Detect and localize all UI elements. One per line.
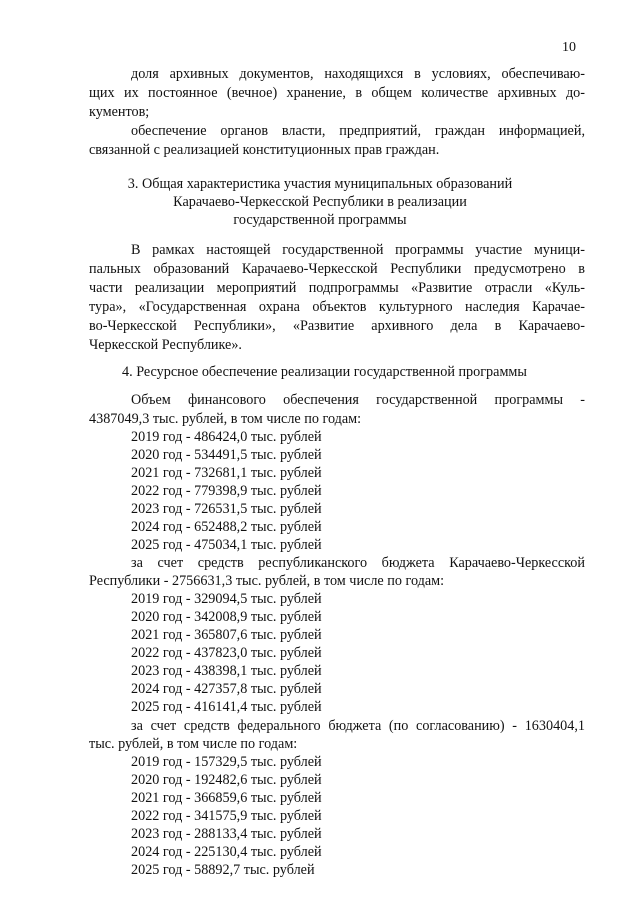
- page-number: 10: [562, 40, 576, 55]
- text-line: В рамках настоящей государственной программы участие муници-: [131, 242, 585, 258]
- text-line: тура», «Государственная охрана объектов культурного наследия Карачае-: [89, 299, 585, 315]
- text-line: доля архивных документов, находящихся в условиях, обеспечиваю-: [131, 66, 585, 82]
- text-line: 4387049,3 тыс. рублей, в том числе по годам:: [89, 411, 362, 427]
- year-line: 2023 год - 726531,5 тыс. рублей: [131, 501, 322, 517]
- text-line: Черкесской Республике».: [89, 337, 242, 353]
- year-line: 2024 год - 225130,4 тыс. рублей: [131, 844, 322, 860]
- section-title: 3. Общая характеристика участия муниципальных образований: [127, 176, 513, 192]
- text-line: связанной с реализацией конституционных прав граждан.: [89, 142, 440, 158]
- text-line: во-Черкесской Республики», «Развитие архивного дела в Карачаево-: [89, 318, 585, 334]
- year-line: 2025 год - 475034,1 тыс. рублей: [131, 537, 322, 553]
- year-line: 2021 год - 365807,6 тыс. рублей: [131, 627, 322, 643]
- year-line: 2022 год - 341575,9 тыс. рублей: [131, 808, 322, 824]
- year-line: 2023 год - 288133,4 тыс. рублей: [131, 826, 322, 842]
- text-line: за счет средств республиканского бюджета Карачаево-Черкесской: [131, 555, 585, 571]
- year-line: 2025 год - 58892,7 тыс. рублей: [131, 862, 315, 878]
- year-line: 2024 год - 427357,8 тыс. рублей: [131, 681, 322, 697]
- text-line: Республики - 2756631,3 тыс. рублей, в том числе по годам:: [89, 573, 445, 589]
- year-line: 2024 год - 652488,2 тыс. рублей: [131, 519, 322, 535]
- year-line: 2019 год - 486424,0 тыс. рублей: [131, 429, 322, 445]
- section-title: Карачаево-Черкесской Республики в реализации: [173, 194, 467, 210]
- year-line: 2020 год - 192482,6 тыс. рублей: [131, 772, 322, 788]
- text-line: пальных образований Карачаево-Черкесской Республики предусмотрено в: [89, 261, 585, 277]
- text-line: части реализации мероприятий подпрограммы «Развитие отрасли «Куль-: [89, 280, 585, 296]
- year-line: 2020 год - 342008,9 тыс. рублей: [131, 609, 322, 625]
- year-line: 2021 год - 732681,1 тыс. рублей: [131, 465, 322, 481]
- text-line: кументов;: [89, 104, 150, 120]
- year-line: 2019 год - 157329,5 тыс. рублей: [131, 754, 322, 770]
- year-line: 2025 год - 416141,4 тыс. рублей: [131, 699, 322, 715]
- year-line: 2022 год - 437823,0 тыс. рублей: [131, 645, 322, 661]
- year-line: 2019 год - 329094,5 тыс. рублей: [131, 591, 322, 607]
- year-line: 2020 год - 534491,5 тыс. рублей: [131, 447, 322, 463]
- text-line: щих их постоянное (вечное) хранение, в общем количестве архивных до-: [89, 85, 585, 101]
- section-title: 4. Ресурсное обеспечение реализации государственной программы: [122, 364, 527, 380]
- text-line: обеспечение органов власти, предприятий, граждан информацией,: [131, 123, 585, 139]
- section-title: государственной программы: [233, 212, 407, 228]
- year-line: 2022 год - 779398,9 тыс. рублей: [131, 483, 322, 499]
- text-line: тыс. рублей, в том числе по годам:: [89, 736, 298, 752]
- text-line: Объем финансового обеспечения государственной программы -: [131, 392, 585, 408]
- text-line: за счет средств федерального бюджета (по согласованию) - 1630404,1: [131, 718, 585, 734]
- year-line: 2023 год - 438398,1 тыс. рублей: [131, 663, 322, 679]
- year-line: 2021 год - 366859,6 тыс. рублей: [131, 790, 322, 806]
